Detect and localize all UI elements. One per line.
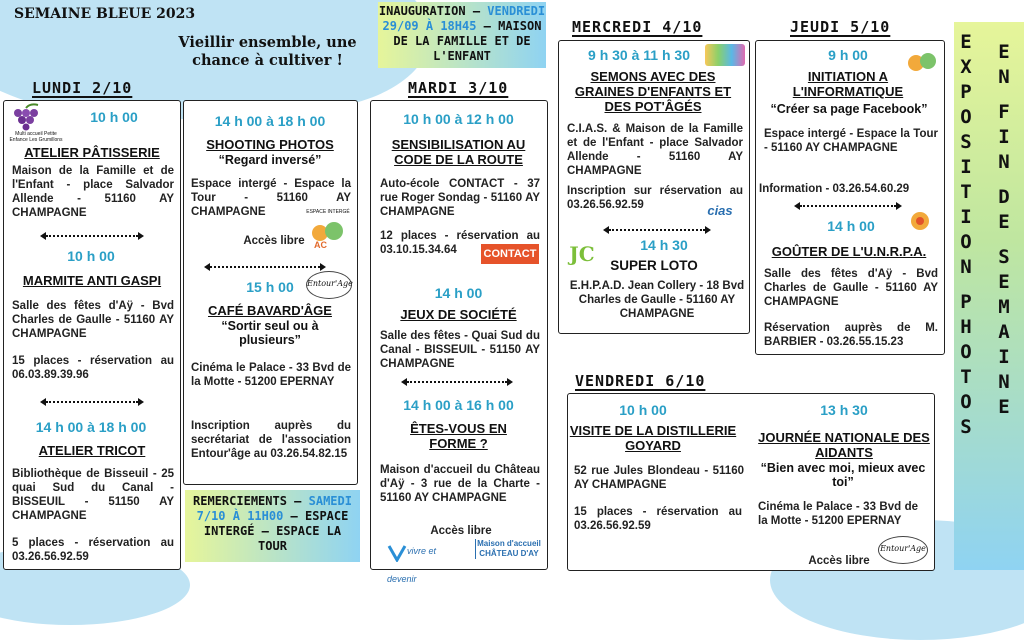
event-time: 10 h 00	[619, 402, 667, 418]
event-address: Salle des fêtes - Quai Sud du Canal - BISSEUIL - 51150 AY CHAMPAGNE	[380, 330, 540, 370]
event-title: CAFÉ BAVARD'ÂGE	[208, 303, 332, 318]
event-title: ATELIER TRICOT	[38, 443, 146, 458]
vertical-letter: N	[998, 371, 1010, 393]
vertical-letter	[990, 235, 1018, 245]
event-address: 52 rue Jules Blondeau - 51160 AY CHAMPAGNE	[574, 465, 744, 491]
vertical-letter: O	[960, 231, 972, 253]
inauguration-line3: DE LA FAMILLE ET DE	[393, 34, 531, 48]
event-address: Espace intergé - Espace la Tour - 51160 AY CHAMPAGNE	[191, 178, 351, 218]
event-time: 14 h 00	[434, 285, 483, 301]
vertical-letter: S	[960, 416, 972, 438]
inauguration-banner	[378, 2, 546, 68]
remerciements-date: 7/10 À 11H00	[196, 509, 284, 523]
vertical-letter: P	[960, 291, 972, 313]
entourage-logo-text: Entour'Age	[307, 279, 353, 288]
slogan-line-2: chance à cultiver !	[192, 52, 343, 69]
event-address: Bibliothèque de Bisseuil - 25 quai Sud du Canal - BISSEUIL - 51150 AY CHAMPAGNE	[12, 468, 174, 522]
event-access: Accès libre	[808, 555, 870, 567]
event-time: 13 h 30	[820, 402, 868, 418]
event-address: Salle des fêtes d'Aÿ - Bvd Charles de Gaulle - 51160 AY CHAMPAGNE	[12, 300, 174, 340]
event-address: Espace intergé - Espace la Tour - 51160 AY CHAMPAGNE	[764, 128, 938, 154]
event-information: Information - 03.26.54.60.29	[759, 183, 910, 195]
event-time: 14 h 00 à 18 h 00	[35, 419, 147, 435]
event-registration: Inscription auprès du secrétariat de l'association Entour'âge au 03.26.54.82.15	[191, 420, 351, 460]
event-subtitle: “Regard inversé”	[218, 153, 322, 167]
separator-arrow	[210, 266, 320, 268]
contact-logo-text: CONTACT	[483, 248, 537, 260]
event-address: Auto-école CONTACT - 37 rue Roger Sondag - 51160 AY CHAMPAGNE	[380, 178, 540, 218]
event-time: 14 h 00 à 16 h 00	[403, 397, 514, 413]
vertical-letter: F	[998, 101, 1010, 123]
event-time: 14 h 00	[827, 218, 875, 234]
event-title: INITIATION A L'INFORMATIQUE	[792, 69, 904, 99]
event-access: Accès libre	[430, 525, 492, 537]
vertical-letter: E	[998, 41, 1010, 63]
vertical-letter: P	[960, 81, 972, 103]
vertical-letter: E	[998, 271, 1010, 293]
event-title: SHOOTING PHOTOS	[206, 137, 334, 152]
grapes-logo-caption: Multi accueil Petite Enfance Les Grumillons	[9, 131, 63, 143]
day-header-lundi: LUNDI 2/10	[32, 79, 133, 97]
vertical-letter: X	[960, 56, 972, 78]
vertical-letter	[955, 280, 977, 290]
vertical-letter: I	[960, 156, 972, 178]
mardi-column	[370, 100, 548, 584]
remerciements-banner	[185, 490, 360, 562]
vertical-letter: D	[998, 186, 1010, 208]
vertical-letter: O	[960, 391, 972, 413]
event-registration: Inscription sur réservation au 03.26.56.92.59	[567, 185, 743, 211]
vertical-letter: T	[960, 181, 972, 203]
vertical-letter: I	[960, 206, 972, 228]
cias-logo-text: cias	[707, 203, 733, 218]
vertical-letter: E	[998, 396, 1010, 418]
exposition-photos-text	[955, 30, 977, 440]
jeudi-column	[755, 40, 945, 355]
event-reservation: 12 places - réservation au 03.10.15.34.64	[380, 230, 540, 256]
kids-logo	[705, 44, 745, 66]
event-time: 10 h 00 à 12 h 00	[403, 111, 514, 127]
event-title: MARMITE ANTI GASPI	[22, 273, 162, 288]
vertical-letter: E	[998, 211, 1010, 233]
vertical-letter: N	[960, 256, 972, 278]
inauguration-line2b: – MAISON	[476, 19, 542, 33]
vertical-letter: A	[998, 321, 1010, 343]
vertical-letter: S	[960, 131, 972, 153]
event-subtitle: “Créer sa page Facebook”	[770, 102, 928, 116]
contact-logo	[481, 244, 539, 264]
remerciements-day: SAMEDI	[308, 494, 352, 508]
day-header-vendredi: VENDREDI 6/10	[575, 372, 706, 390]
event-time: 9 h 30 à 11 h 30	[588, 47, 690, 63]
vertical-letter: N	[998, 151, 1010, 173]
lundi-column-2	[183, 100, 358, 485]
event-address: Maison d'accueil du Château d'Aÿ - 3 rue de la Charte - 51160 AY CHAMPAGNE	[380, 464, 540, 504]
lundi-column-1	[3, 100, 181, 570]
entourage-logo-vendredi	[878, 536, 928, 564]
remerciements-line2b: – ESPACE	[283, 509, 349, 523]
event-address: Cinéma le Palace - 33 Bvd de la Motte - 51200 EPERNAY	[191, 362, 351, 388]
separator-arrow	[609, 229, 705, 231]
event-time: 15 h 00	[246, 279, 294, 295]
vertical-letter: H	[960, 316, 972, 338]
event-time: 14 h 00 à 18 h 00	[214, 113, 326, 129]
event-reservation: Réservation auprès de M. BARBIER - 03.26.55.15.23	[764, 322, 938, 348]
vertical-letter	[990, 90, 1018, 100]
event-title: JOURNÉE NATIONALE DES AIDANTS	[758, 430, 930, 460]
remerciements-lead: REMERCIEMENTS –	[193, 494, 302, 508]
vivre-et-devenir-logo	[387, 537, 467, 584]
slogan	[165, 34, 370, 70]
event-title: ÊTES-VOUS EN FORME ?	[410, 421, 507, 451]
slogan-line-1: Vieillir ensemble, une	[178, 34, 357, 51]
en-fin-de-semaine-text	[990, 40, 1018, 420]
event-address: Cinéma le Palace - 33 Bvd de la Motte - 51200 EPERNAY	[758, 501, 918, 527]
inauguration-date: 29/09 À 18H45	[382, 19, 477, 33]
day-header-mardi: MARDI 3/10	[408, 79, 509, 97]
event-title: VISITE DE LA DISTILLERIE GOYARD	[569, 423, 737, 453]
inauguration-line4: L'ENFANT	[433, 49, 491, 63]
entourage-logo-vendredi-text: Entour'Age	[880, 544, 926, 553]
chateau-ay-logo	[475, 539, 542, 559]
event-title: JEUX DE SOCIÉTÉ	[400, 307, 517, 322]
event-subtitle: “Bien avec moi, mieux avec toi”	[760, 461, 926, 489]
page-title: SEMAINE BLEUE 2023	[14, 6, 196, 22]
vertical-letter: T	[960, 366, 972, 388]
vertical-letter: O	[960, 341, 972, 363]
vendredi-column	[567, 393, 935, 571]
separator-arrow	[407, 381, 507, 383]
vertical-letter	[990, 175, 1018, 185]
svg-text:AC: AC	[314, 240, 327, 250]
remerciements-line4: TOUR	[258, 539, 287, 553]
remerciements-line3: INTERGÉ – ESPACE LA	[203, 524, 342, 538]
inauguration-lead: INAUGURATION –	[378, 4, 481, 18]
event-reservation: 15 places - réservation au 03.26.56.92.59	[574, 506, 742, 532]
event-address: Maison de la Famille et de l'Enfant - place Salvador Allende - 51160 AY CHAMPAGNE	[12, 165, 174, 219]
vertical-letter: I	[998, 126, 1010, 148]
event-title: SEMONS AVEC DES GRAINES D'ENFANTS ET DES POT'ÂGÉS	[574, 69, 732, 114]
entourage-logo	[306, 271, 352, 299]
chateau-ay-logo-text: Maison d'accueil CHÂTEAU D'AY	[477, 539, 541, 558]
unrpa-logo	[902, 209, 938, 239]
mercredi-column	[558, 40, 750, 334]
cias-logo	[697, 201, 743, 221]
event-access: Accès libre	[243, 235, 305, 247]
vertical-letter: O	[960, 106, 972, 128]
event-title: GOÛTER DE L'U.N.R.P.A.	[771, 244, 927, 259]
event-address: C.I.A.S. & Maison de la Famille et de l'Enfant - place Salvador Allende - 51160 AY CHAMPAGNE	[567, 123, 743, 177]
event-address: E.H.P.A.D. Jean Collery - 18 Bvd Charles de Gaulle - 51160 AY CHAMPAGNE	[569, 280, 745, 320]
vertical-letter: E	[960, 31, 972, 53]
vivre-et-devenir-text: vivre et devenir	[387, 546, 437, 584]
event-title: SUPER LOTO	[610, 258, 698, 273]
separator-arrow	[46, 401, 138, 403]
vertical-letter: N	[998, 66, 1010, 88]
vertical-letter: S	[998, 246, 1010, 268]
vertical-letter: I	[998, 346, 1010, 368]
day-header-mercredi: MERCREDI 4/10	[572, 18, 703, 36]
event-time: 10 h 00	[67, 248, 115, 264]
event-title: ATELIER PÂTISSERIE	[24, 145, 160, 160]
event-time: 14 h 30	[640, 237, 688, 253]
event-subtitle: “Sortir seul ou à plusieurs”	[221, 319, 319, 347]
event-time: 10 h 00	[90, 109, 138, 125]
event-title: SENSIBILISATION AU CODE DE LA ROUTE	[391, 137, 526, 167]
separator-arrow	[800, 205, 896, 207]
day-header-jeudi: JEUDI 5/10	[790, 18, 891, 36]
espace-interge-logo-text: ESPACE INTERGÉ	[306, 209, 350, 215]
separator-arrow	[46, 235, 138, 237]
event-reservation: 15 places - réservation au 06.03.89.39.96	[12, 355, 174, 381]
event-time: 9 h 00	[828, 47, 868, 63]
vertical-letter: M	[998, 296, 1010, 318]
inauguration-day: VENDREDI	[487, 4, 546, 18]
event-address: Salle des fêtes d'Aÿ - Bvd Charles de Gaulle - 51160 AY CHAMPAGNE	[764, 268, 938, 308]
jean-collery-logo-text: JC	[569, 242, 595, 266]
event-reservation: 5 places - réservation au 03.26.56.92.59	[12, 537, 174, 563]
